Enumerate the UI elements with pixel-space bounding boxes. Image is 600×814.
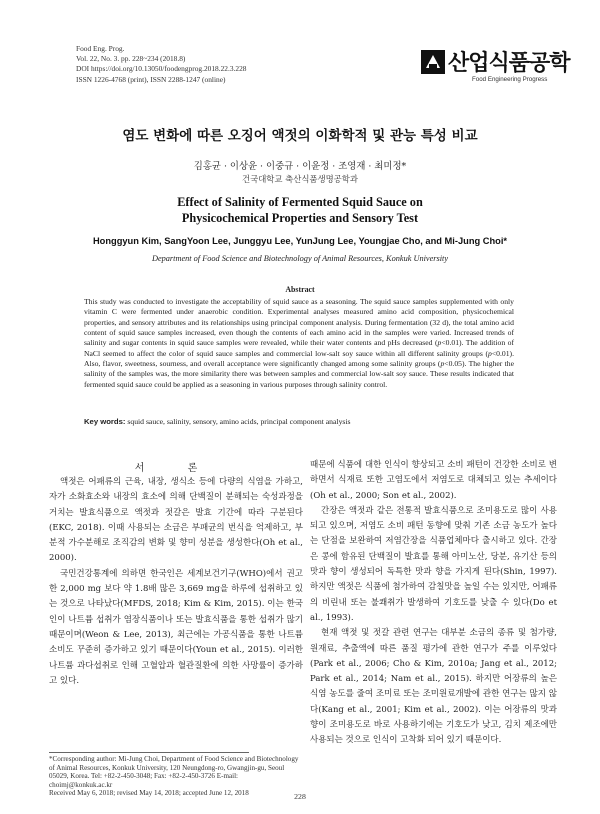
received-dates: Received May 6, 2018; revised May 14, 2018; accepted June 12, 2018 [49,789,249,798]
section-heading-introduction: 서 론 [134,463,218,474]
right-column [310,458,557,749]
abstract-text-2: <0.01). The addition of NaCl seemed to affect the color of squid sauce samples and commercial low-salt soy sauce within all different salinity groups ( [84,338,514,358]
affiliation-english: Department of Food Science and Biotechnology of Animal Resources, Konkuk University [151,254,449,263]
journal-logo-text: 산업식품공학 [448,51,570,76]
title-english [0,195,600,226]
abstract-text-1: This study was conducted to investigate the acceptability of squid sauce as a seasoning. The squid sauce samples supplemented with only vitamin C were fermented under anaerobic condition. Experimental analyses measured amino acid composition, physicochemical properties, and sensory attributes and its relationships using principal component analysis. During fermentation (32 d), the total amino acid content of squid sauce samples increased, even though the contents of each amino acid in the samples were varied. Increased trends of salinity and sugar contents in squid sauce samples were revealed, while their water contents and pHs decreased ( [84,297,514,348]
abstract-p-value-1: p [437,338,442,348]
abstract-p-value-3: p [440,359,445,369]
journal-issn: ISSN 1226-4768 (print), ISSN 2288-1247 (online) [76,74,226,84]
paragraph: 국민건강통계에 의하면 한국인은 세계보건기구(WHO)에서 권고한 2,000 mg 보다 약 1.8배 많은 3,669 mg을 하루에 섭취하고 있는 것으로 나타났다(MFDS, 2018; Kim & Kim, 2015). 이는 한국인이 나트륨 섭취가 염장식품이나 또는 발효식품을 통한 섭취가 많기 때문이며(Weon & Lee, 2013), 최근에는 가공식품을 통한 나트륨 소비도 꾸준히 증가하고 있기 때문이다(Youn et al., 2015). 이러한 나트륨 과다섭취로 인해 고혈압과 혈관질환에 의한 사망률이 증가하고 있다. [49,568,303,686]
journal-logo-subtitle: Food Engineering Progress [472,76,548,83]
title-english-line1: Effect of Salinity of Fermented Squid Sauce on [177,195,423,209]
abstract-heading: Abstract [285,285,315,294]
journal-info [76,44,246,85]
keywords-text: squid sauce, salinity, sensory, amino acids, principal component analysis [127,417,351,426]
journal-volume: Vol. 22, No. 3. pp. 228~234 (2018.8) [76,54,186,64]
journal-logo [420,46,570,96]
abstract-body [84,297,514,390]
journal-doi[interactable]: DOI https://doi.org/10.13050/foodengprog.2018.22.3.228 [76,64,247,74]
journal-name: Food Eng. Prog. [76,44,125,53]
title-korean: 염도 변화에 따른 오징어 액젓의 이화학적 및 관능 특성 비교 [122,128,478,144]
abstract-text-4: <0.05). The higher the salinity of the samples was, the more similarity there was between samples and commercial low-salt soy sauce. These results indicated that fermented squid sauce could be applied as a seasoning in various purposes through salinity control. [84,359,514,389]
keywords [84,417,524,426]
abstract-p-value-2: p [488,348,492,358]
paragraph: 현재 액젓 및 젓갈 관련 연구는 대부분 소금의 종류 및 첨가량, 원재료, 추출액에 따른 품질 평가에 관한 연구가 주를 이루었다(Park et al., 2006; Cho & Kim, 2010a; Jang et al., 2012; Park et al., 2014; Nam et al., 2015). 하지만 어장류의 높은 식염 농도를 줄여 조미료 또는 조미원료개발에 관한 연구는 많지 않다(Kang et al., 2001; Kim et al., 2002). 이는 어장류의 맛과 향이 조미용도로 바로 사용하기에는 기호도가 낮고, 김치 제조에만 사용되는 것으로 인식이 고착화 되어 있기 때문이다. [310,628,557,746]
paragraph: 액젓은 어패류의 근육, 내장, 생식소 등에 다량의 식염을 가하고, 자가 소화효소와 내장의 효소에 의해 단백질이 분해되는 숙성과정을 거치는 발효식품으로 액젓과 젓갈은 발효 기간에 따라 구분된다(EKC, 2018). 이때 사용되는 소금은 부패균의 번식을 억제하고, 부분적 가수분해로 조직감의 변화 및 향미 성분을 생성한다(Oh et al., 2000). [49,477,303,564]
footnote-divider [49,752,249,753]
corresponding-author: *Corresponding author: Mi-Jung Choi, Department of Food Science and Biotechnology of Animal Resources, Konkuk University, 120 Neungdong-ro, Gwangjin-gu, Seoul 05029, Korea. Tel: +82-2-450-3048; Fax: +82-2-450-3726 E-mail: choimj@konkuk.ac.kr [49,755,299,789]
keywords-label: Key words: [84,417,126,426]
title-english-line2: Physicochemical Properties and Sensory Test [181,210,419,225]
journal-logo-mark [420,49,446,75]
abstract-text-3: <0.01). Also, flavor, sweetness, sourness, and overall acceptance were significantly changed among some salinity groups ( [84,348,514,369]
paragraph: 때문에 식품에 대한 인식이 향상되고 소비 패턴이 건강한 소비로 변하면서 식재료 또한 고염도에서 저염도로 대체되고 있는 추세이다(Oh et al., 2000; Son et al., 2002). [310,460,557,501]
affiliation-korean: 건국대학교 축산식품생명공학과 [242,174,358,184]
page-number: 228 [294,792,306,801]
authors-korean: 김홍균 · 이상윤 · 이중규 · 이윤정 · 조영재 · 최미정* [193,161,407,172]
left-column [49,475,303,689]
authors-english: Honggyun Kim, SangYoon Lee, Junggyu Lee, YunJung Lee, Youngjae Cho, and Mi-Jung Choi* [92,236,508,246]
paragraph: 간장은 액젓과 같은 전통적 발효식품으로 조미용도로 많이 사용되고 있으며, 저염도 소비 패턴 동향에 맞춰 기존 소금 농도가 높다는 단점을 보완하여 저염간장을 식품업체마다 출시하고 있다. 간장은 콩에 함유된 단백질이 발효를 통해 아미노산, 당분, 유기산 등의 맛과 향이 생성되어 독특한 맛과 향을 가지게 된다(Shin, 1997). 하지만 액젓은 식품에 첨가하여 감칠맛을 높일 수는 있지만, 어패류의 비린내 또는 불쾌취가 발생하여 기호도를 낮출 수 있다(Do et al., 1993). [310,505,557,623]
